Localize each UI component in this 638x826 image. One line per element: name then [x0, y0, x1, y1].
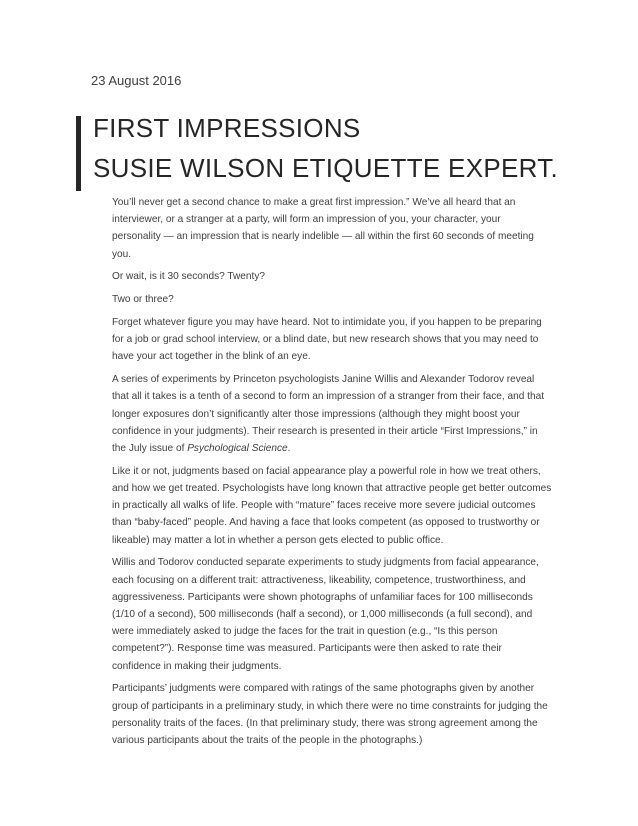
document-title: FIRST IMPRESSIONS	[93, 113, 361, 143]
document-date: 23 August 2016	[91, 73, 182, 88]
body-paragraph: Willis and Todorov conducted separate experiments to study judgments from facial appearance, each focusing on a different trait: attractiveness, likeability, competence, trustworthiness, and aggressiveness. Participants were shown photographs of unfamiliar faces for 100 milliseconds (1/10 of a second), 500 milliseconds (half a second), or 1,000 milliseconds (a full second), and were immediately asked to judge the faces for the trait in question (e.g., “Is this person competent?”). Response time was measured. Participants were then asked to rate their confidence in making their judgments.	[112, 557, 539, 672]
paragraph-text: .	[287, 443, 291, 455]
body-paragraph: Two or three?	[112, 294, 174, 306]
body-paragraph: Like it or not, judgments based on facial appearance play a powerful role in how we treat others, and how we get treated. Psychologists have long known that attractive people get better outcomes in practically all walks of life. People with “mature” faces receive more severe judicial outcomes than “baby-faced” people. And having a face that looks competent (as opposed to trustworthy or likeable) may matter a lot in whether a person gets elected to public office.	[112, 465, 552, 546]
body-paragraph	[112, 371, 552, 457]
body-paragraph: You’ll never get a second chance to make a great first impression.” We’ve all heard that an interviewer, or a stranger at a party, will form an impression of you, your character, your personality — an impression that is nearly indelible — all within the first 60 seconds of meeting you.	[112, 197, 534, 260]
journal-title: Psychological Science	[187, 443, 288, 455]
paragraph-text: A series of experiments by Princeton psychologists Janine Willis and Alexander Todorov reveal that all it takes is a tenth of a second to form an impression of a stranger from their face, and that longer exposures don’t significantly alter those impressions (although they might boost your confidence in your judgments). Their research is presented in their article “First Impressions,” in the July issue of	[112, 374, 545, 455]
title-accent-bar	[76, 116, 81, 191]
body-paragraph: Forget whatever figure you may have heard. Not to intimidate you, if you happen to be preparing for a job or grad school interview, or a blind date, but new research shows that you may need to have your act together in the blink of an eye.	[112, 317, 542, 363]
body-paragraph: Participants’ judgments were compared with ratings of the same photographs given by another group of participants in a preliminary study, in which there were no time constraints for judging the personality traits of the faces. (In that preliminary study, there was strong agreement among the various participants about the traits of the people in the photographs.)	[112, 683, 548, 747]
body-paragraph: Or wait, is it 30 seconds? Twenty?	[112, 271, 265, 283]
document-body	[112, 194, 552, 755]
document-subtitle: SUSIE WILSON ETIQUETTE EXPERT.	[93, 153, 559, 183]
